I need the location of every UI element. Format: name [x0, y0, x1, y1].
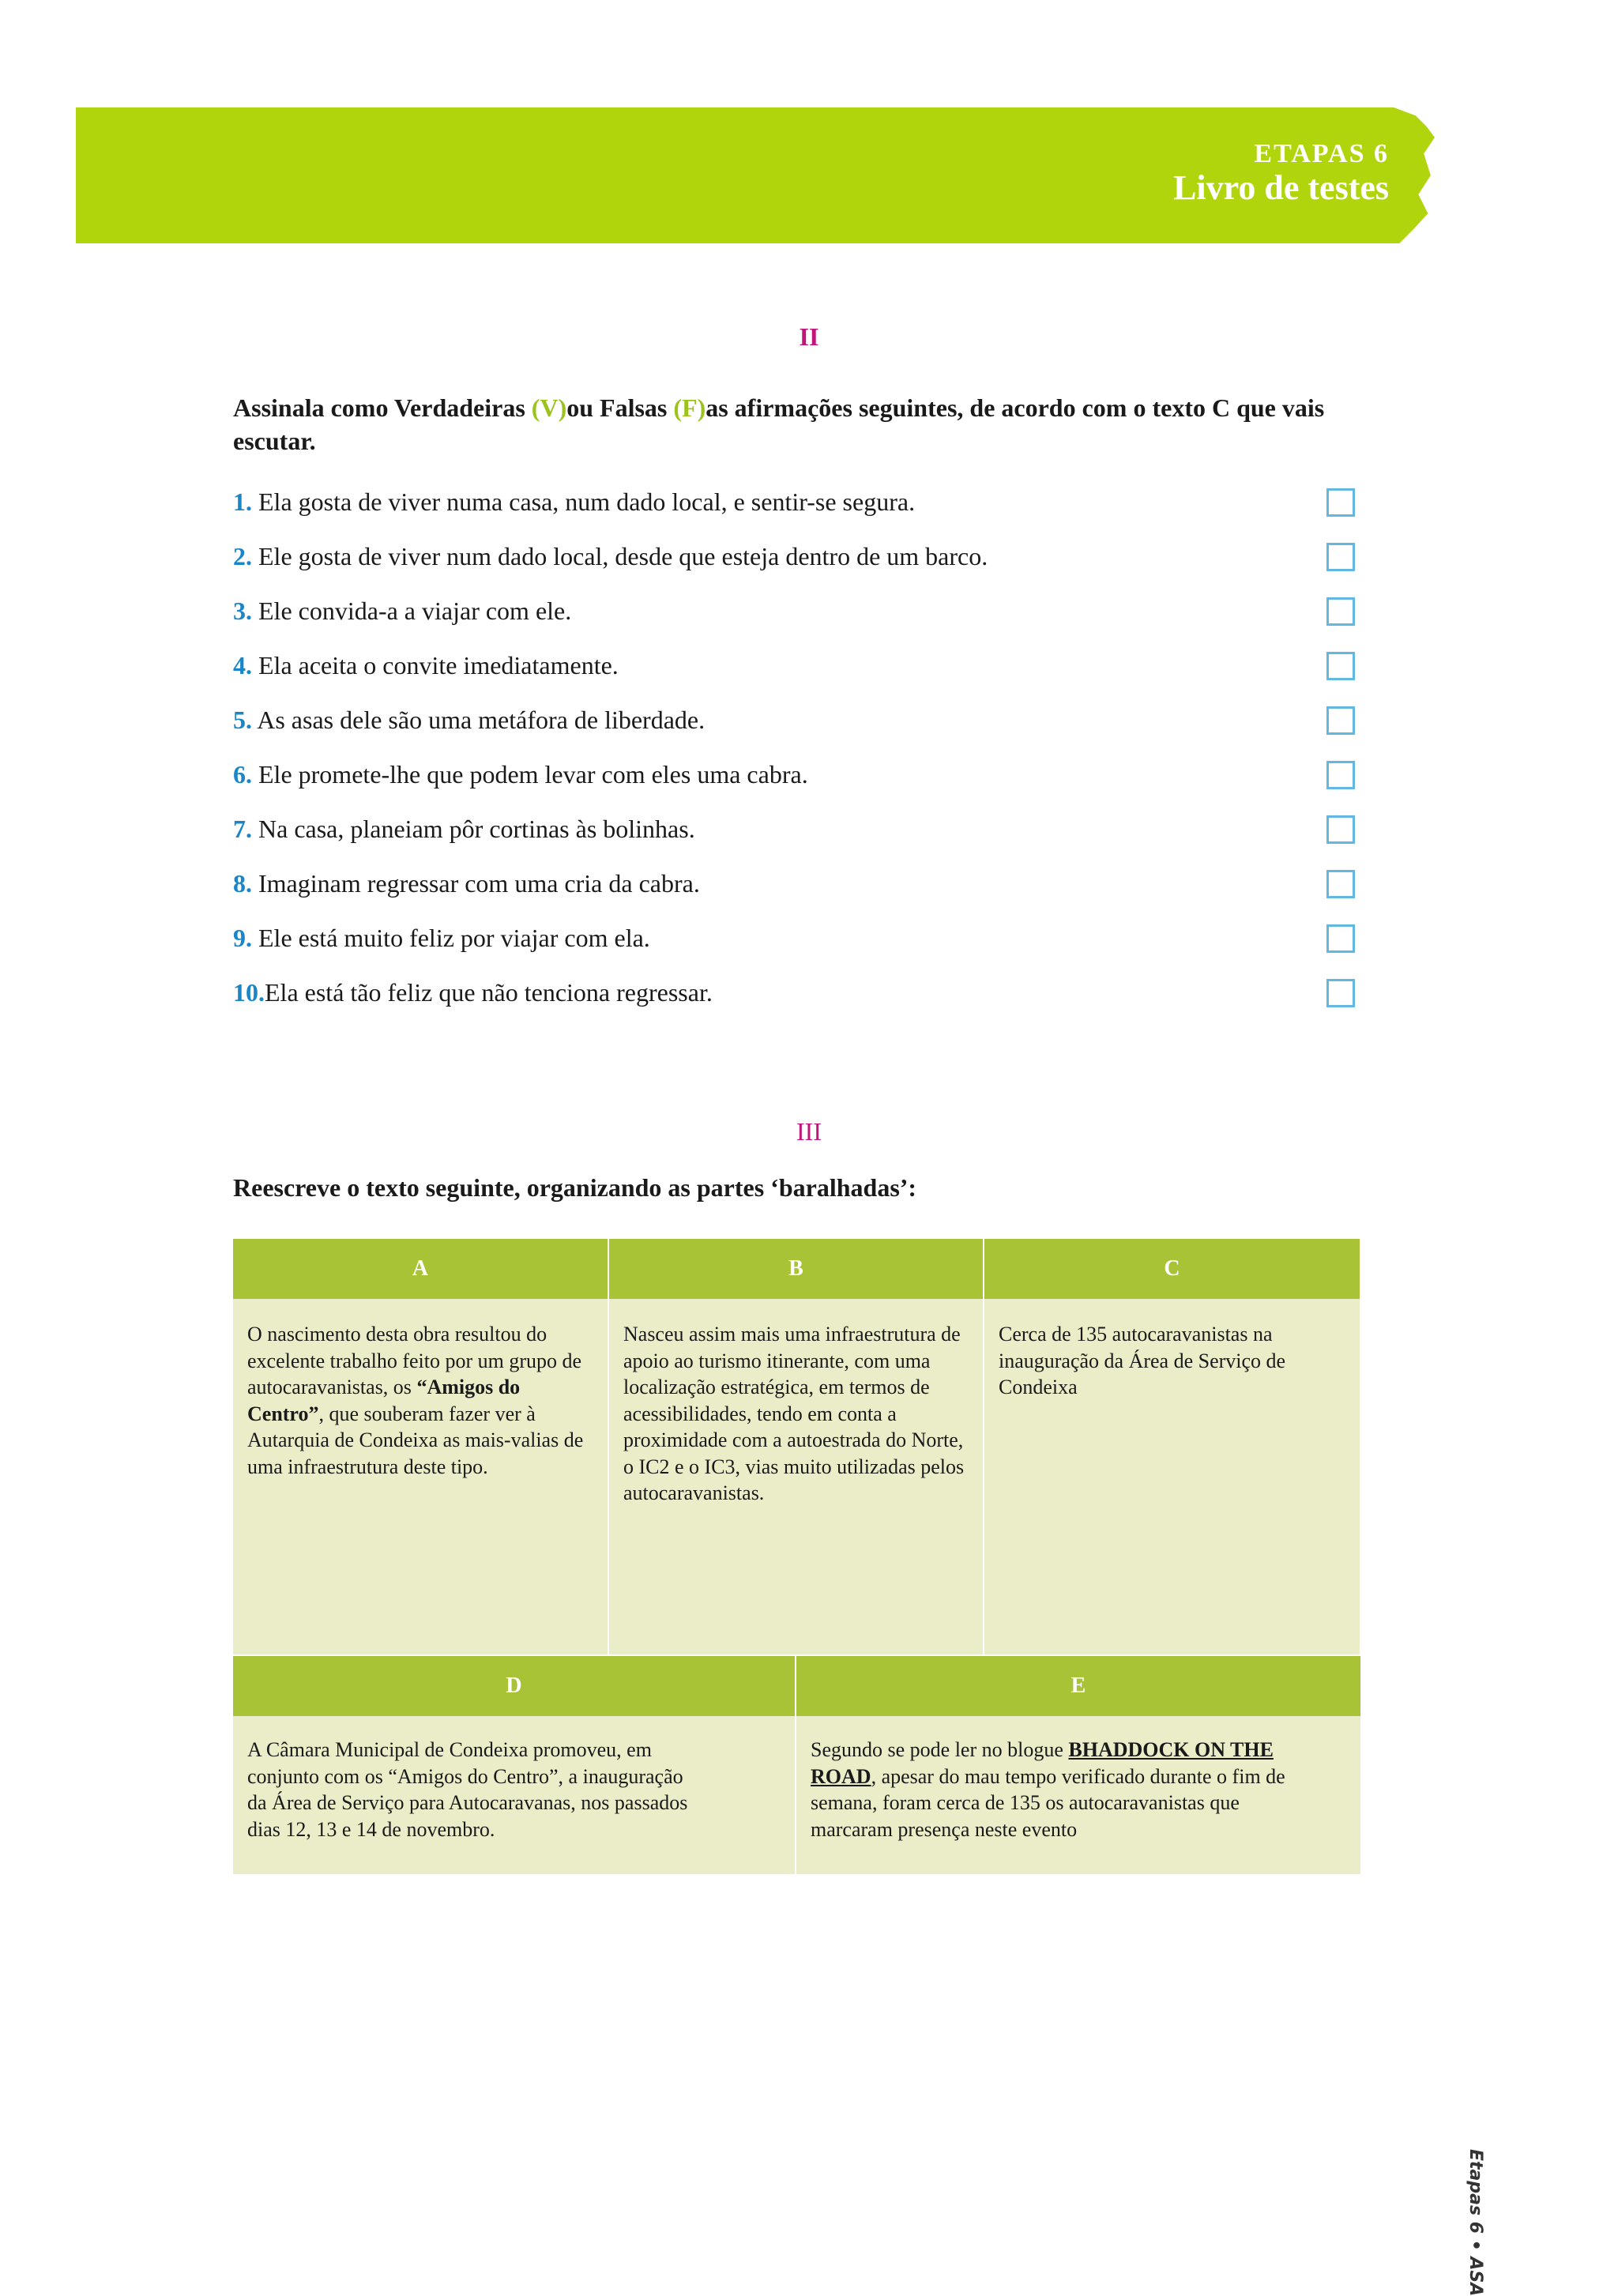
answer-checkbox[interactable]: [1326, 924, 1355, 953]
column-header-e: E: [796, 1656, 1360, 1716]
book-series: ETAPAS 6: [1254, 139, 1389, 168]
text-part-a: O nascimento desta obra resultou do excelente trabalho feito por um grupo de autocaravanistas, os “Amigos do Centro”, que souberam fazer ver à Autarquia de Condeixa as mais-valias de uma infraestrutura deste tipo.: [233, 1299, 609, 1654]
true-label: (V): [531, 393, 567, 422]
book-title: Livro de testes: [1173, 168, 1389, 207]
statement-9: 9. Ele está muito feliz por viajar com ela.: [233, 918, 1355, 958]
statement-2: 2. Ele gosta de viver num dado local, desde que esteja dentro de um barco.: [233, 536, 1355, 576]
column-header-b: B: [609, 1239, 984, 1299]
statement-3: 3. Ele convida-a a viajar com ele.: [233, 591, 1355, 630]
answer-checkbox[interactable]: [1326, 761, 1355, 789]
text-part-c: Cerca de 135 autocaravanistas na inauguração da Área de Serviço de Condeixa: [984, 1299, 1360, 1654]
statement-8: 8. Imaginam regressar com uma cria da cabra.: [233, 864, 1355, 903]
statement-7: 7. Na casa, planeiam pôr cortinas às bolinhas.: [233, 809, 1355, 849]
statement-4: 4. Ela aceita o convite imediatamente.: [233, 646, 1355, 685]
answer-checkbox[interactable]: [1326, 652, 1355, 680]
table-body-row-2: [233, 1716, 1360, 1874]
answer-checkbox[interactable]: [1326, 815, 1355, 844]
text-part-d: A Câmara Municipal de Condeixa promoveu, em conjunto com os “Amigos do Centro”, a inauguração da Área de Serviço para Autocaravanas, nos passados dias 12, 13 e 14 de novembro.: [233, 1716, 796, 1874]
section-iii-instruction: Reescreve o texto seguinte, organizando as partes ‘baralhadas’:: [233, 1173, 917, 1202]
section-number-iii: III: [796, 1117, 822, 1146]
false-label: (F): [673, 393, 706, 422]
section-number-ii: II: [799, 322, 819, 351]
publisher-side-label: Etapas 6 • ASA: [1466, 2149, 1485, 2296]
section-ii-instruction: Assinala como Verdadeiras (V)ou Falsas (F)as afirmações seguintes, de acordo com o texto C que vais escutar.: [233, 393, 1325, 455]
blog-link[interactable]: BHADDOCK ON THE ROAD: [811, 1738, 1274, 1788]
answer-checkbox[interactable]: [1326, 488, 1355, 517]
column-header-d: D: [233, 1656, 796, 1716]
table-header-row-1: [233, 1239, 1360, 1299]
answer-checkbox[interactable]: [1326, 870, 1355, 898]
column-header-c: C: [984, 1239, 1360, 1299]
table-header-row-2: [233, 1656, 1360, 1716]
statement-6: 6. Ele promete-lhe que podem levar com eles uma cabra.: [233, 755, 1355, 794]
table-body-row-1: [233, 1299, 1360, 1654]
answer-checkbox[interactable]: [1326, 597, 1355, 626]
answer-checkbox[interactable]: [1326, 979, 1355, 1007]
statement-1: 1. Ela gosta de viver numa casa, num dado local, e sentir-se segura.: [233, 482, 1355, 521]
text-part-b: Nasceu assim mais uma infraestrutura de apoio ao turismo itinerante, com uma localização estratégica, em termos de acessibilidades, tendo em conta a proximidade com a autoestrada do Norte, o IC2 e o IC3, vias muito utilizadas pelos autocaravanistas.: [609, 1299, 984, 1654]
answer-checkbox[interactable]: [1326, 543, 1355, 571]
answer-checkbox[interactable]: [1326, 706, 1355, 735]
statement-5: 5. As asas dele são uma metáfora de liberdade.: [233, 700, 1355, 740]
statement-10: 10.Ela está tão feliz que não tenciona regressar.: [233, 973, 1355, 1012]
column-header-a: A: [233, 1239, 609, 1299]
text-part-e: Segundo se pode ler no blogue BHADDOCK ON THE ROAD, apesar do mau tempo verificado durante o fim de semana, foram cerca de 135 os autocaravanistas que marcaram presença neste evento: [796, 1716, 1360, 1874]
